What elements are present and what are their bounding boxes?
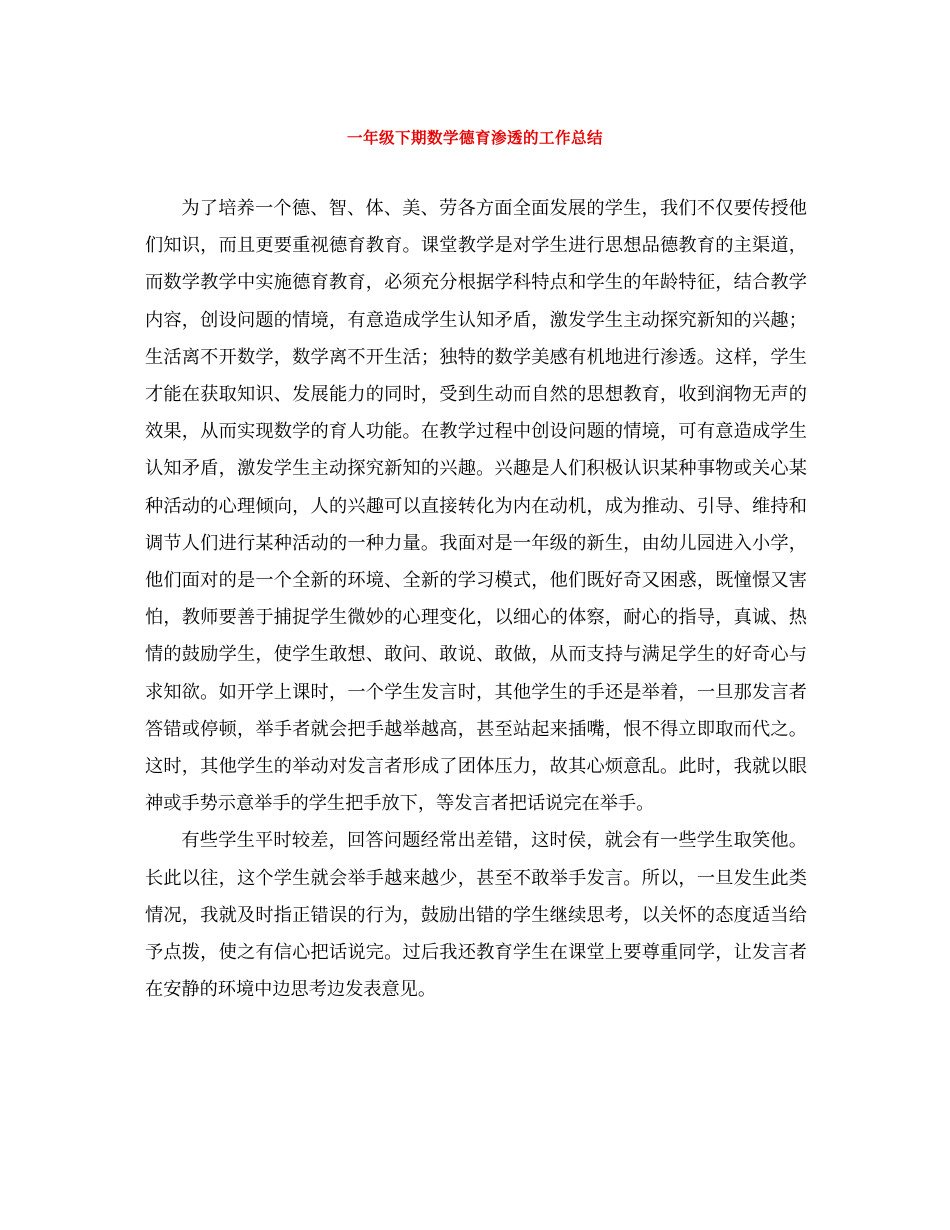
- paragraph-2: 有些学生平时较差，回答问题经常出差错，这时侯，就会有一些学生取笑他。长此以往，这个学生就会举手越来越少，甚至不敢举手发言。所以，一旦发生此类情况，我就及时指正错误的行为，鼓励出错的学生继续思考，以关怀的态度适当给予点拨，使之有信心把话说完。过后我还教育学生在课堂上要尊重同学，让发言者在安静的环境中边思考边发表意见。: [145, 830, 807, 1001]
- document-body: [145, 190, 807, 1008]
- paragraph-1: 为了培养一个德、智、体、美、劳各方面全面发展的学生，我们不仅要传授他们知识，而且更要重视德育教育。课堂教学是对学生进行思想品德教育的主渠道，而数学教学中实施德育教育，必须充分根据学科特点和学生的年龄特征，结合教学内容，创设问题的情境，有意造成学生认知矛盾，激发学生主动探究新知的兴趣；生活离不开数学，数学离不开生活；独特的数学美感有机地进行渗透。这样，学生才能在获取知识、发展能力的同时，受到生动而自然的思想教育，收到润物无声的效果，从而实现数学的育人功能。在教学过程中创设问题的情境，可有意造成学生认知矛盾，激发学生主动探究新知的兴趣。兴趣是人们积极认识某种事物或关心某种活动的心理倾向，人的兴趣可以直接转化为内在动机，成为推动、引导、维持和调节人们进行某种活动的一种力量。我面对是一年级的新生，由幼儿园进入小学，他们面对的是一个全新的环境、全新的学习模式，他们既好奇又困惑，既憧憬又害怕，教师要善于捕捉学生微妙的心理变化，以细心的体察，耐心的指导，真诚、热情的鼓励学生，使学生敢想、敢问、敢说、敢做，从而支持与满足学生的好奇心与求知欲。如开学上课时，一个学生发言时，其他学生的手还是举着，一旦那发言者答错或停顿，举手者就会把手越举越高，甚至站起来插嘴，恨不得立即取而代之。这时，其他学生的举动对发言者形成了团体压力，故其心烦意乱。此时，我就以眼神或手势示意举手的学生把手放下，等发言者把话说完在举手。: [145, 198, 807, 815]
- document-title: 一年级下期数学德育渗透的工作总结: [346, 128, 603, 147]
